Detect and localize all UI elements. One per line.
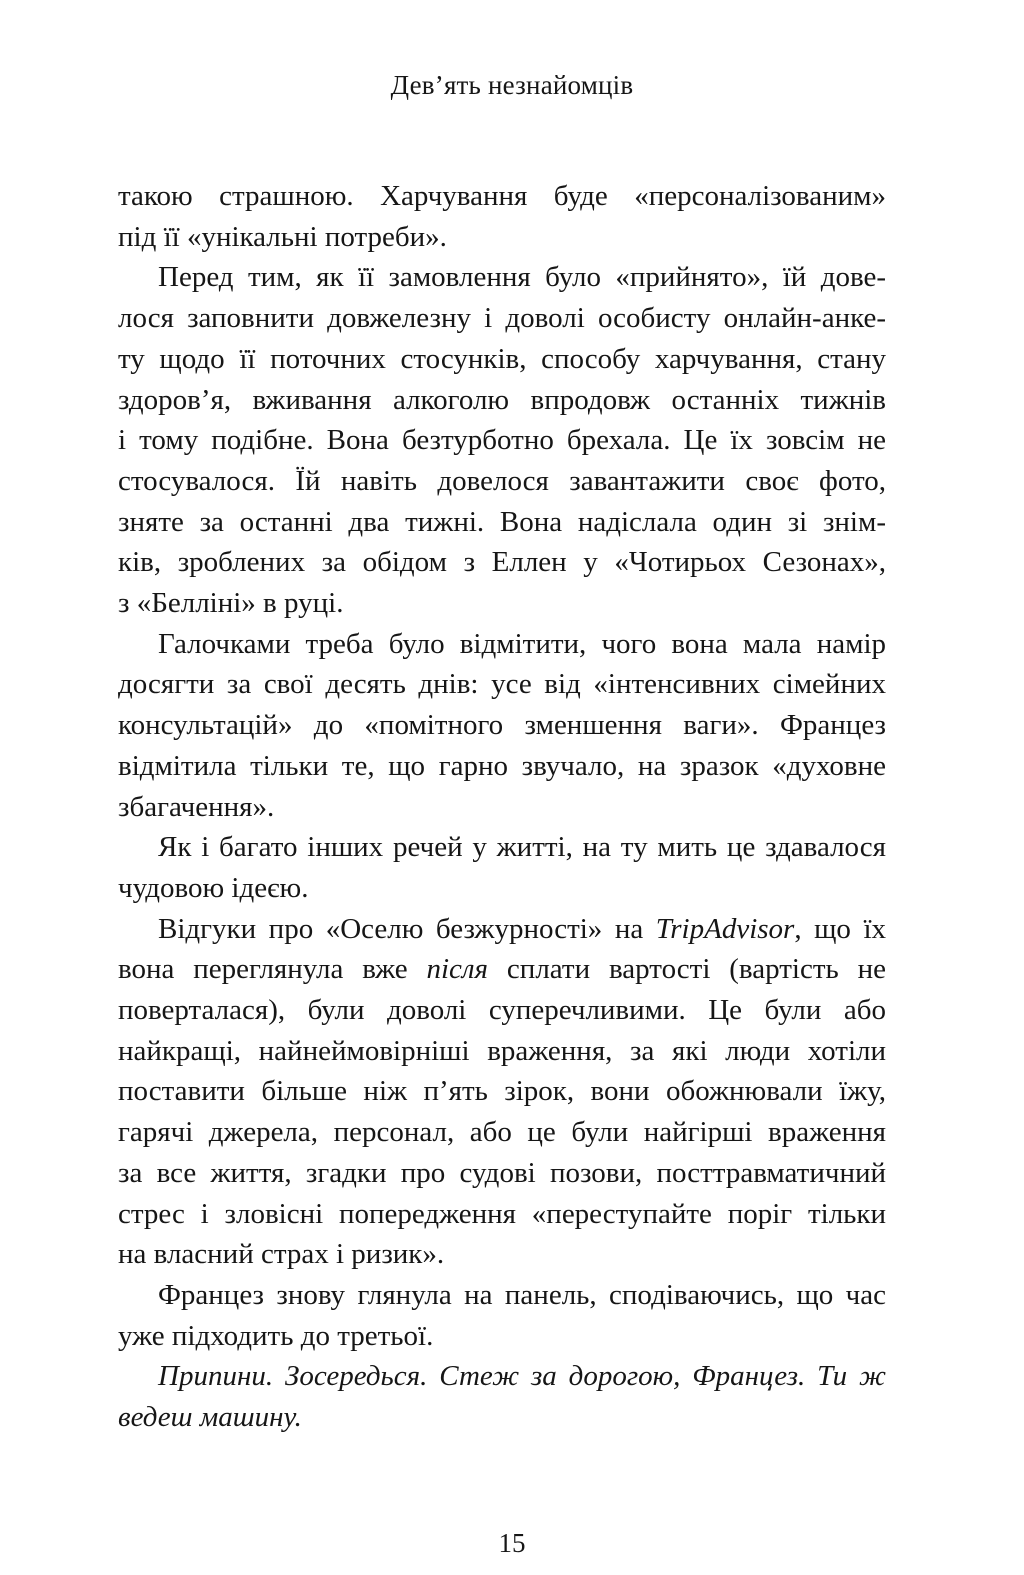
italic-line: Припини. Зосередься. Стеж за дорогою, Францез. Ти ж: [158, 1360, 886, 1393]
text-line: консультацій» до «помітного зменшення ваги». Францез: [118, 709, 886, 742]
text-line: Як і багато інших речей у житті, на ту мить це здавалося: [158, 831, 886, 864]
text-line: на власний страх і ризик».: [118, 1238, 445, 1271]
text-line: стрес і зловісні попередження «переступайте поріг тільки: [118, 1197, 886, 1230]
text-line: стосувалося. Їй навіть довелося завантажити своє фото,: [118, 464, 886, 497]
text-line: зняте за останні два тижні. Вона надіслала один зі знім-: [118, 505, 886, 538]
text-line: поставити більше ніж п’ять зірок, вони обожнювали їжу,: [118, 1075, 886, 1108]
text-line: за все життя, згадки про судові позови, посттравматичний: [118, 1156, 886, 1189]
text-line: поверталася), були доволі суперечливими. Це були або: [118, 994, 886, 1027]
text-line: лося заповнити довжелезну і доволі особисту онлайн-анке-: [118, 302, 886, 335]
text-line: відмітила тільки те, що гарно звучало, на зразок «духовне: [118, 749, 886, 782]
text-line: [118, 909, 886, 950]
text-line: Перед тим, як її замовлення було «прийнято», їй дове-: [158, 261, 886, 294]
page-number: 15: [498, 1528, 526, 1558]
text-line: такою страшною. Харчування буде «персоналізованим»: [118, 180, 886, 212]
text-line: ків, зроблених за обідом з Еллен у «Чотирьох Сезонах»,: [118, 546, 886, 579]
text-segment: сплати вартості (вартість не: [488, 953, 886, 986]
italic-segment: TripAdvisor: [655, 912, 795, 945]
text-line: досягти за свої десять днів: усе від «інтенсивних сімейних: [118, 668, 886, 701]
text-segment: Відгуки про «Оселю безжурності» на: [158, 912, 656, 945]
paragraph-1: [118, 176, 886, 257]
text-line: збагачення».: [118, 790, 275, 823]
text-line: [118, 949, 886, 990]
text-line: чудовою ідеєю.: [118, 871, 309, 904]
text-line: здоров’я, вживання алкоголю впродовж останніх тижнів: [118, 383, 886, 416]
running-head: Дев’ять незнайомців: [390, 70, 634, 100]
paragraph-4: [118, 827, 886, 908]
paragraph-7: [118, 1356, 886, 1437]
text-line: Галочками треба було відмітити, чого вона мала намір: [158, 627, 886, 660]
italic-line: ведеш машину.: [118, 1401, 302, 1434]
paragraph-5: [118, 909, 886, 1275]
italic-segment: після: [426, 953, 489, 986]
text-line: уже підходить до третьої.: [118, 1319, 434, 1352]
text-line: ту щодо її поточних стосунків, способу харчування, стану: [118, 342, 886, 375]
body-text: [118, 176, 886, 1438]
text-segment: , що їх: [794, 912, 886, 945]
text-segment: вона переглянула вже: [118, 953, 427, 986]
text-line: найкращі, найнеймовірніші враження, за які люди хотіли: [118, 1034, 886, 1067]
text-line: Францез знову глянула на панель, сподіваючись, що час: [158, 1278, 886, 1311]
text-line: під її «унікальні потреби».: [118, 220, 447, 253]
text-line: гарячі джерела, персонал, або це були найгірші враження: [118, 1116, 886, 1149]
paragraph-2: [118, 257, 886, 623]
paragraph-6: [118, 1275, 886, 1356]
paragraph-3: [118, 624, 886, 828]
text-line: і тому подібне. Вона безтурботно брехала. Це їх зовсім не: [118, 424, 886, 457]
text-line: з «Белліні» в руці.: [118, 587, 344, 620]
